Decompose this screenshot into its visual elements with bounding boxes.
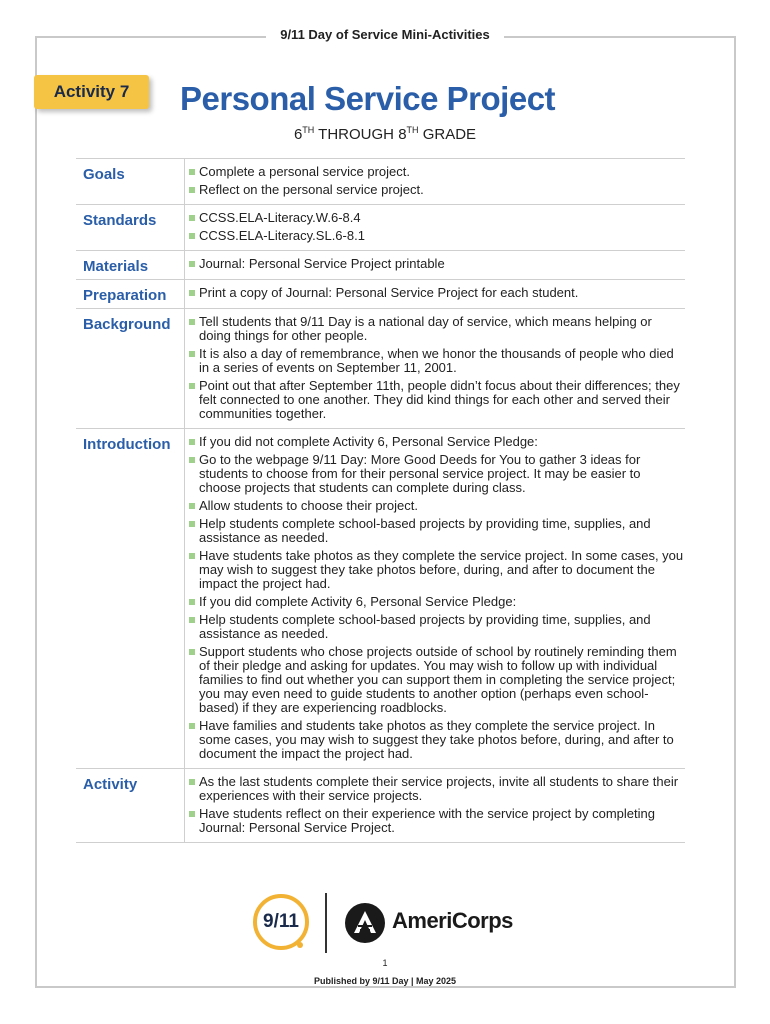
page-number: 1 bbox=[382, 958, 388, 968]
list-item: As the last students complete their service projects, invite all students to share their experiences with their service projects. bbox=[189, 775, 685, 803]
introduction-label: Introduction bbox=[76, 429, 185, 769]
grade-through: THROUGH bbox=[314, 126, 399, 143]
row-background bbox=[76, 309, 685, 429]
background-label: Background bbox=[76, 309, 185, 429]
series-header bbox=[0, 26, 770, 44]
standards-label: Standards bbox=[76, 205, 185, 251]
americorps-logo-icon bbox=[345, 903, 385, 943]
americorps-name: AmeriCorps bbox=[392, 908, 513, 933]
list-item: Have students reflect on their experience with the service project by completing Journal: Personal Service Project. bbox=[189, 807, 685, 835]
footer-publisher: Published by 9/11 Day | May 2025 bbox=[313, 976, 457, 986]
grade-suffix: GRADE bbox=[418, 126, 477, 143]
introduction-list bbox=[189, 435, 685, 761]
activity-badge: Activity 7 bbox=[34, 75, 149, 109]
list-item: Tell students that 9/11 Day is a national day of service, which means helping or doing things for other people. bbox=[189, 315, 685, 343]
goals-label: Goals bbox=[76, 159, 185, 205]
goals-list bbox=[189, 165, 685, 197]
list-item: Point out that after September 11th, people didn’t focus about their differences; they felt connected to one another. They did kind things for each other and served their communities together. bbox=[189, 379, 685, 421]
list-item: Help students complete school-based projects by providing time, supplies, and assistance as needed. bbox=[189, 613, 685, 641]
nine-eleven-day-logo bbox=[253, 894, 309, 950]
activity-table bbox=[76, 158, 685, 843]
row-goals bbox=[76, 159, 685, 205]
list-item: CCSS.ELA-Literacy.W.6-8.4 bbox=[189, 211, 685, 225]
logo-dot-icon bbox=[297, 942, 303, 948]
grade-from-suffix: TH bbox=[302, 125, 315, 135]
list-item: Print a copy of Journal: Personal Service Project for each student. bbox=[189, 286, 685, 300]
row-standards bbox=[76, 205, 685, 251]
row-activity bbox=[76, 769, 685, 843]
materials-list bbox=[189, 257, 685, 271]
preparation-label: Preparation bbox=[76, 280, 185, 309]
list-item: Allow students to choose their project. bbox=[189, 499, 685, 513]
grade-range bbox=[0, 125, 770, 143]
series-title: 9/11 Day of Service Mini-Activities bbox=[266, 27, 504, 42]
activity-label: Activity bbox=[76, 769, 185, 843]
materials-label: Materials bbox=[76, 251, 185, 280]
grade-to: 8 bbox=[398, 126, 407, 143]
background-list bbox=[189, 315, 685, 421]
list-item: Have families and students take photos as they complete the service project. In some cases, you may wish to suggest they take photos before, during, and after to document the impact the project had. bbox=[189, 719, 685, 761]
list-item: If you did complete Activity 6, Personal Service Pledge: bbox=[189, 595, 685, 609]
row-materials bbox=[76, 251, 685, 280]
preparation-list bbox=[189, 286, 685, 300]
list-item: Have students take photos as they complete the service project. In some cases, you may wish to suggest they take photos before, during, and after to document the impact the project had. bbox=[189, 549, 685, 591]
list-item: Help students complete school-based projects by providing time, supplies, and assistance as needed. bbox=[189, 517, 685, 545]
grade-from: 6 bbox=[293, 126, 303, 143]
list-item: CCSS.ELA-Literacy.SL.6-8.1 bbox=[189, 229, 685, 243]
list-item: Go to the webpage 9/11 Day: More Good Deeds for You to gather 3 ideas for students to choose from for their personal service project. It may be easier to choose projects that students can complete during class. bbox=[189, 453, 685, 495]
row-preparation bbox=[76, 280, 685, 309]
page-title: Personal Service Project bbox=[180, 80, 556, 117]
activity-list bbox=[189, 775, 685, 835]
grade-to-suffix: TH bbox=[406, 125, 419, 135]
logo-divider bbox=[325, 893, 327, 953]
logo-911-text: 9/11 bbox=[263, 911, 299, 932]
list-item: It is also a day of remembrance, when we honor the thousands of people who died in a series of events on September 11, 2001. bbox=[189, 347, 685, 375]
list-item: Complete a personal service project. bbox=[189, 165, 685, 179]
row-introduction bbox=[76, 429, 685, 769]
list-item: If you did not complete Activity 6, Personal Service Pledge: bbox=[189, 435, 685, 449]
list-item: Reflect on the personal service project. bbox=[189, 183, 685, 197]
list-item: Journal: Personal Service Project printable bbox=[189, 257, 685, 271]
list-item: Support students who chose projects outside of school by routinely reminding them of their pledge and asking for updates. You may wish to follow up with individual families to find out whether you can support them in completing the service project; you may even need to guide students to another option (perhaps even school-based) if they are experiencing roadblocks. bbox=[189, 645, 685, 715]
standards-list bbox=[189, 211, 685, 243]
